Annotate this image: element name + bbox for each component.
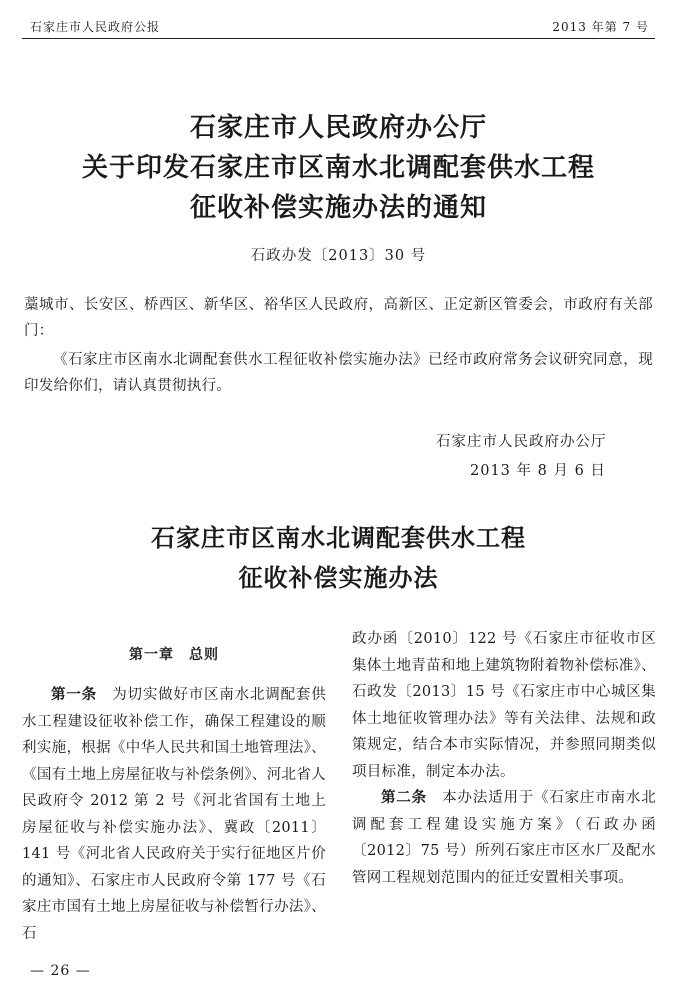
article-1-text: 为切实做好市区南水北调配套供水工程建设征收补偿工作，确保工程建设的顺利实施，根据《中华人民共和国土地管理法》、《国有土地上房屋征收与补偿条例》、河北省人民政府令 2012 第 2 号《河北省国有土地上房屋征收与补偿实施办法》、冀政〔2011〕141 号《河北省人民政府关于实行征地区片价的通知》、石家庄市人民政府令第 177 号《石家庄市国有土地上房屋征收与补偿暂行办法》、石 [22,687,326,942]
signing-date: 2013 年 8 月 6 日 [470,463,606,479]
measures-title [0,518,677,598]
right-column [352,626,656,891]
article-2-text: 本办法适用于《石家庄市南水北调配套工程建设实施方案》（石政办函〔2012〕75 号）所列石家庄市区水厂及配水管网工程规划范围内的征迁安置相关事项。 [352,790,656,886]
chapter-heading: 第一章 总则 [129,647,219,663]
article-2 [352,785,656,891]
notice-title-line: 征收补偿实施办法的通知 [189,193,487,223]
page-number: — 26 — [30,963,91,979]
article-1 [22,682,326,947]
document-number: 石政办发〔2013〕30 号 [250,248,427,264]
notice-title [0,108,677,228]
article-1-label: 第一条 [51,687,97,703]
running-header [22,12,655,39]
gazette-name: 石家庄市人民政府公报 [30,20,161,34]
signing-organization: 石家庄市人民政府办公厅 [436,434,607,450]
addressee: 藁城市、长安区、桥西区、新华区、裕华区人民政府，高新区、正定新区管委会，市政府有关部门： [24,297,653,339]
left-column [22,682,326,947]
issue-number: 2013 年第 7 号 [552,20,649,34]
article-1-continued: 政办函〔2010〕122 号《石家庄市征收市区集体土地青苗和地上建筑物附着物补偿标准》、石政发〔2013〕15 号《石家庄市中心城区集体土地征收管理办法》等有关法律、法规和政策规定，结合本市实际情况，并参照同期类似项目标准，制定本办法。 [352,631,656,780]
measures-title-line: 征收补偿实施办法 [238,563,439,592]
notice-body: 《石家庄市区南水北调配套供水工程征收补偿实施办法》已经市政府常务会议研究同意，现印发给你们，请认真贯彻执行。 [24,352,653,394]
notice-title-line: 关于印发石家庄市区南水北调配套供水工程 [81,153,595,183]
notice-title-line: 石家庄市人民政府办公厅 [189,113,487,143]
measures-title-line: 石家庄市区南水北调配套供水工程 [151,523,526,552]
article-2-label: 第二条 [381,790,427,806]
